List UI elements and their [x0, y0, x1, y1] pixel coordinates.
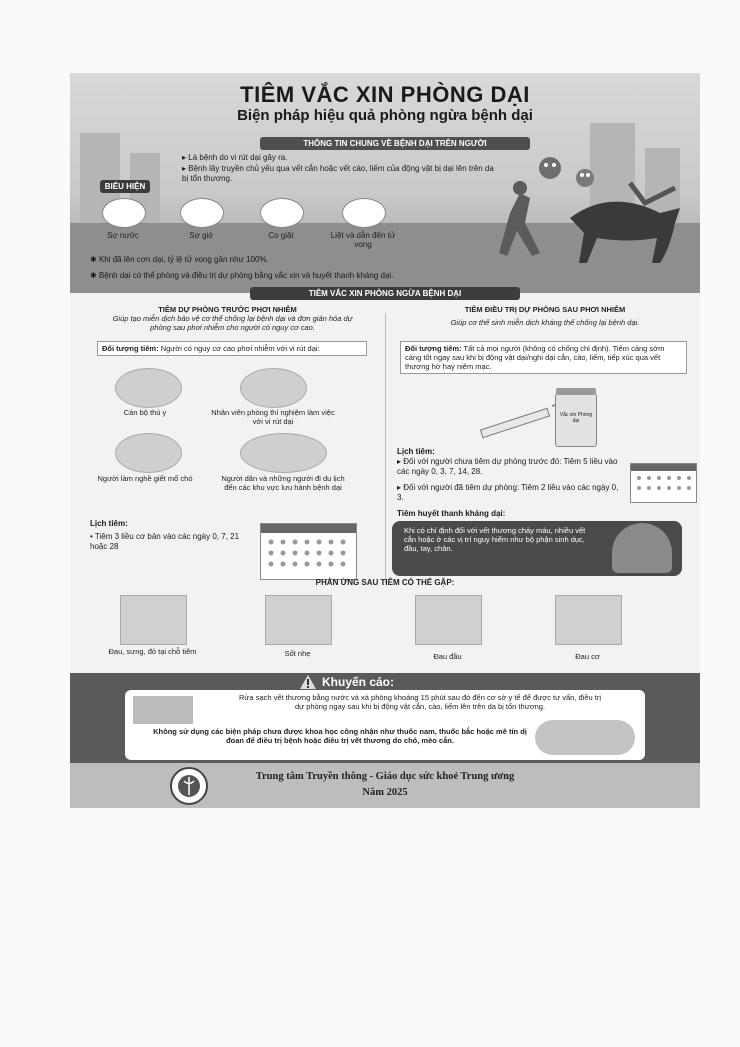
traditional-medicine-image [535, 720, 635, 755]
info-bullet-1: ▸ Là bệnh do vi rút dại gây ra. [182, 153, 288, 162]
warning-icon [300, 675, 316, 689]
warning-content [125, 690, 645, 760]
symptom-label: Liệt và dẫn đến tử vong [330, 231, 396, 249]
page-subtitle: Biện pháp hiệu quả phòng ngừa bệnh dại [237, 107, 533, 124]
serum-label: Tiêm huyết thanh kháng dại: [397, 509, 506, 518]
vet-image [115, 368, 182, 408]
symptom-label: Sợ nước [107, 231, 139, 240]
right-schedule-1: ▸ Đối với người chưa tiêm dự phòng trước đó: Tiêm 5 liều vào các ngày 0, 3, 7, 14, 28. [397, 457, 618, 476]
vaccine-vial-image [555, 393, 597, 447]
reaction-caption: Đau đầu [433, 652, 462, 661]
page-title: TIÊM VẮC XIN PHÒNG DẠI [240, 82, 530, 107]
right-target-text: Tất cả mọi người (không có chống chỉ định). Tiêm càng sớm càng tốt ngay sau khi bị động vật dại/nghi dại cắn, cào, liếm, tiếp xúc qua vết thương hở hay niêm mạc. [405, 344, 665, 371]
poster-header [70, 73, 700, 293]
group-caption: Nhân viên phòng thí nghiệm làm việc với vi rút dại [211, 408, 335, 426]
butcher-image [115, 433, 182, 473]
left-target-box [97, 341, 367, 356]
vial-label: Vắc xin Phòng dại [559, 412, 593, 424]
muscle-pain-image [555, 595, 622, 645]
right-schedule-label: Lịch tiêm: [397, 447, 435, 456]
group-caption: Người dân và những người đi du lịch đến các khu vực lưu hành bệnh dại [221, 474, 345, 492]
warning-item-1: Rửa sạch vết thương bằng nước và xà phòng khoảng 15 phút sau đó đến cơ sở y tế để được tư vấn, điều trị dự phòng ngay sau khi bị động vật cắn, cào, liếm lên trên da bị tổn thương. [239, 693, 601, 711]
info-bullet-2: ▸ Bệnh lây truyền chủ yếu qua vết cắn hoặc vết cào, liếm của động vật bị dại lên trên da bị tổn thương. [182, 164, 494, 183]
bottom-bullet-1: ✱ Khi đã lên cơn dại, tỷ lệ tử vong gần như 100%. [90, 255, 269, 264]
right-heading: TIÊM ĐIỀU TRỊ DỰ PHÒNG SAU PHƠI NHIỄM [464, 305, 626, 314]
symptoms-label: BIỂU HIỆN [100, 180, 150, 193]
handwashing-image [133, 696, 193, 724]
reaction-caption: Sốt nhẹ [284, 649, 311, 658]
vial-cap [556, 388, 596, 395]
info-pill: THÔNG TIN CHUNG VỀ BỆNH DẠI TRÊN NGƯỜI [260, 137, 530, 150]
right-schedule-2: ▸ Đối với người đã tiêm dự phòng: Tiêm 2 liều vào các ngày 0, 3. [397, 483, 619, 502]
child-bandage-image [612, 523, 672, 573]
warning-item-2: Không sử dụng các biện pháp chưa được khoa học công nhận như thuốc nam, thuốc bắc hoặc mê tín dị đoan để điều trị bệnh hoặc điều trị vết thương do chó, mèo cắn. [153, 727, 527, 745]
left-schedule-label: Lịch tiêm: [90, 519, 128, 528]
group-caption: Người làm nghề giết mổ chó [97, 474, 193, 483]
travelers-image [240, 433, 327, 473]
reactions-heading: PHẢN ỨNG SAU TIÊM CÓ THỂ GẶP: [315, 578, 455, 587]
warning-title: Khuyến cáo: [322, 675, 395, 689]
calendar-icon [260, 523, 357, 580]
symptom-label: Co giật [268, 231, 294, 240]
left-target-label: Đối tượng tiêm: [102, 344, 159, 353]
reaction-caption: Đau, sưng, đỏ tại chỗ tiêm [108, 647, 197, 656]
fever-image [265, 595, 332, 645]
symptom-paralysis-image [342, 198, 386, 228]
left-schedule-text: • Tiêm 3 liều cơ bản vào các ngày 0, 7, 21 hoặc 28 [90, 532, 240, 551]
footer-org: Trung tâm Truyền thông - Giáo dục sức khoẻ Trung ương [255, 771, 515, 782]
serum-box [392, 521, 682, 576]
vaccine-section-pill: TIÊM VẮC XIN PHÒNG NGỪA BỆNH DẠI [250, 287, 520, 300]
symptom-water-image [102, 198, 146, 228]
right-target-label: Đối tượng tiêm: [405, 344, 462, 353]
reaction-caption: Đau cơ [575, 652, 600, 661]
headache-image [415, 595, 482, 645]
column-divider [385, 313, 386, 583]
calendar-icon [630, 463, 697, 503]
right-target-box [400, 341, 687, 374]
symptom-seizure-image [260, 198, 304, 228]
left-target-text: Người có nguy cơ cao phơi nhiễm với vi rút dại: [160, 344, 320, 353]
footer-year: Năm 2025 [362, 787, 408, 798]
serum-text: Khi có chỉ định đối với vết thương chảy máu, nhiều vết cắn hoặc ở các vị trí nguy hiểm như bộ phận sinh dục, đầu, tay, chân. [404, 526, 586, 553]
warning-heading [300, 675, 470, 689]
injection-site-image [120, 595, 187, 645]
rabid-dog-illustration [480, 173, 690, 268]
footer [70, 763, 700, 808]
group-caption: Cán bộ thú y [123, 408, 167, 417]
bottom-bullet-2: ✱ Bệnh dại có thể phòng và điều trị dự phòng bằng vắc xin và huyết thanh kháng dại. [90, 271, 394, 280]
poster [70, 73, 700, 808]
symptom-label: Sợ gió [189, 231, 213, 240]
warning-panel [70, 673, 700, 763]
left-intro: Giúp tạo miễn dịch bảo vệ cơ thể chống lại bệnh dại và đơn giản hóa dự phòng sau phơi nhiễm cho người có nguy cơ cao. [112, 314, 353, 332]
right-intro: Giúp cơ thể sinh miễn dịch kháng thể chống lại bệnh dại. [450, 318, 640, 327]
lab-worker-image [240, 368, 307, 408]
symptom-wind-image [180, 198, 224, 228]
left-heading: TIÊM DỰ PHÒNG TRƯỚC PHƠI NHIỄM [158, 305, 297, 314]
